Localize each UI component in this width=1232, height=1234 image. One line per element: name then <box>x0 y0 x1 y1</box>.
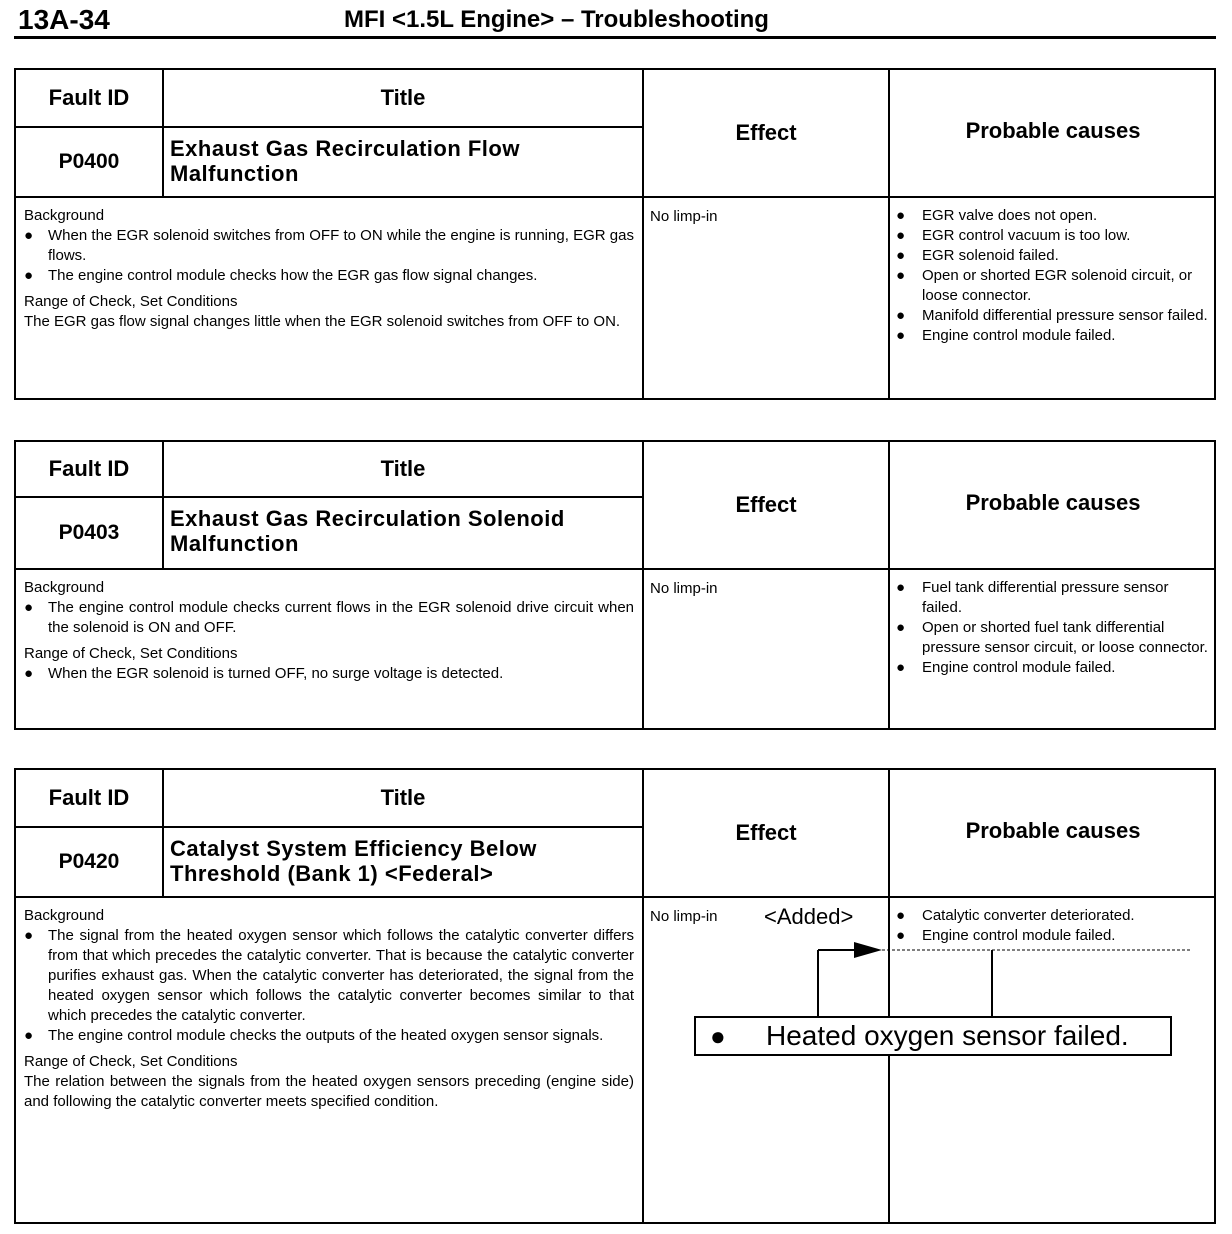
fault-id: P0400 <box>58 150 120 173</box>
page-number: 13A-34 <box>18 4 110 35</box>
background-item: ● The engine control module checks current flows in the EGR solenoid drive circuit when the solenoid is ON and OFF. <box>24 599 634 636</box>
grid-line <box>16 196 1216 198</box>
fault-table-p0403 <box>14 440 1216 730</box>
background-item: ● The engine control module checks how the EGR gas flow signal changes. <box>24 267 538 284</box>
bullet-icon: ● <box>896 927 906 944</box>
cause-item: ● Manifold differential pressure sensor failed. <box>896 307 1208 324</box>
header-effect: Effect <box>735 492 797 517</box>
header-fault-id: Fault ID <box>48 456 130 481</box>
grid-line <box>642 442 644 730</box>
range-label: Range of Check, Set Conditions <box>24 293 238 310</box>
bullet-icon: ● <box>24 599 34 616</box>
probable-causes-list <box>890 570 1216 728</box>
fault-title: Catalyst System Efficiency Below Threshold (Bank 1) <Federal> <box>170 836 537 886</box>
bullet-icon: ● <box>896 579 906 596</box>
cause-item: ● Engine control module failed. <box>896 327 1116 344</box>
grid-line <box>162 770 164 896</box>
fault-effect: No limp-in <box>650 580 718 597</box>
fault-description <box>16 198 642 398</box>
header-causes: Probable causes <box>965 490 1141 515</box>
fault-table-p0400 <box>14 68 1216 400</box>
bullet-icon: ● <box>896 207 906 224</box>
grid-line <box>642 770 644 1224</box>
bullet-icon: ● <box>896 227 906 244</box>
bullet-icon: ● <box>24 227 34 244</box>
background-label: Background <box>24 907 105 924</box>
grid-line <box>162 442 164 568</box>
cause-item: ● Open or shorted EGR solenoid circuit, or loose connector. <box>896 267 1193 304</box>
cause-item: ● Engine control module failed. <box>896 659 1116 676</box>
cause-item: ● Open or shorted fuel tank differential pressure sensor circuit, or loose connector. <box>896 619 1208 656</box>
bullet-icon: ● <box>896 307 906 324</box>
page-title: MFI <1.5L Engine> – Troubleshooting <box>344 6 769 33</box>
grid-line <box>642 70 644 400</box>
bullet-icon: ● <box>24 665 34 682</box>
grid-line <box>16 826 642 828</box>
bullet-icon: ● <box>896 247 906 264</box>
header-title: Title <box>380 85 426 110</box>
grid-line <box>16 126 642 128</box>
fault-id: P0403 <box>58 521 120 544</box>
added-annotation-label: <Added> <box>764 904 854 929</box>
range-item: ● When the EGR solenoid is turned OFF, no surge voltage is detected. <box>24 665 504 682</box>
background-item: ● The signal from the heated oxygen sensor which follows the catalytic converter differs from that which precedes the catalytic converter. That is because the catalytic converter purifies exhaust gas. When the catalytic converter has deteriorated, the signal from the heated oxygen sensor which follows the catalytic converter becomes similar to that which precedes the catalytic converter. <box>24 927 634 1024</box>
fault-description <box>16 898 642 1222</box>
fault-effect: No limp-in <box>650 908 718 925</box>
cause-item: ● EGR valve does not open. <box>896 207 1098 224</box>
bullet-icon: ● <box>896 327 906 344</box>
header-causes: Probable causes <box>965 818 1141 843</box>
header-title: Title <box>380 456 426 481</box>
bullet-icon: ● <box>896 267 906 284</box>
header-fault-id: Fault ID <box>48 785 130 810</box>
header-effect: Effect <box>735 820 797 845</box>
background-label: Background <box>24 579 105 596</box>
header-fault-id: Fault ID <box>48 85 130 110</box>
grid-line <box>16 496 642 498</box>
range-label: Range of Check, Set Conditions <box>24 1053 238 1070</box>
bullet-icon: ● <box>24 267 34 284</box>
bullet-icon: ● <box>896 659 906 676</box>
header-causes: Probable causes <box>965 118 1141 143</box>
background-item: ● The engine control module checks the outputs of the heated oxygen sensor signals. <box>24 1027 604 1044</box>
fault-effect: No limp-in <box>650 208 718 225</box>
added-cause-box <box>694 1016 1172 1056</box>
cause-item: ● Engine control module failed. <box>896 927 1116 944</box>
cause-item: ● EGR control vacuum is too low. <box>896 227 1131 244</box>
grid-line <box>888 442 890 730</box>
range-text: The relation between the signals from the heated oxygen sensors preceding (engine side) and following the catalytic converter meets specified condition. <box>24 1073 634 1110</box>
page-header <box>14 2 1216 39</box>
header-title: Title <box>380 785 426 810</box>
cause-item: ● Fuel tank differential pressure sensor failed. <box>896 579 1169 616</box>
bullet-icon: ● <box>896 907 906 924</box>
bullet-icon: ● <box>896 619 906 636</box>
fault-title: Exhaust Gas Recirculation Flow Malfunction <box>170 136 520 186</box>
cause-item: ● EGR solenoid failed. <box>896 247 1059 264</box>
cause-item: ● Catalytic converter deteriorated. <box>896 907 1135 924</box>
range-text: The EGR gas flow signal changes little when the EGR solenoid switches from OFF to ON. <box>24 313 621 330</box>
fault-title: Exhaust Gas Recirculation Solenoid Malfunction <box>170 506 565 556</box>
fault-description <box>16 570 642 728</box>
header-effect: Effect <box>735 120 797 145</box>
grid-line <box>162 70 164 196</box>
background-item: ● When the EGR solenoid switches from OFF to ON while the engine is running, EGR gas flows. <box>24 227 634 264</box>
grid-line <box>16 568 1216 570</box>
bullet-icon: ● <box>710 1020 726 1051</box>
grid-line <box>888 70 890 400</box>
fault-id: P0420 <box>58 850 120 873</box>
grid-line <box>16 896 1216 898</box>
bullet-icon: ● <box>24 1027 34 1044</box>
range-label: Range of Check, Set Conditions <box>24 645 238 662</box>
probable-causes-list <box>890 198 1216 398</box>
added-cause-text: Heated oxygen sensor failed. <box>766 1020 1129 1051</box>
background-label: Background <box>24 207 105 224</box>
bullet-icon: ● <box>24 927 34 944</box>
